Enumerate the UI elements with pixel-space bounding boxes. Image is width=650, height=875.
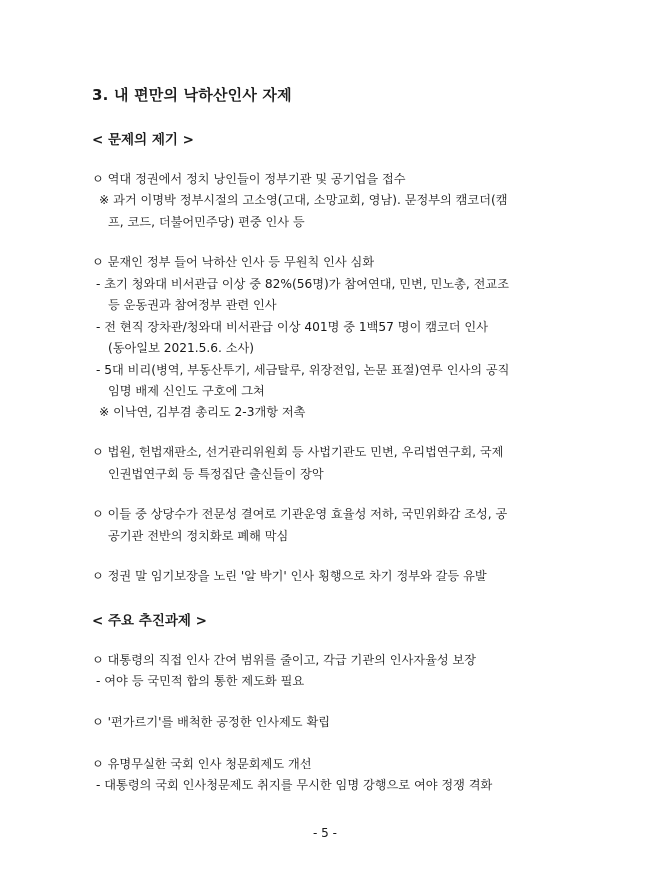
problem-note-cont: 프, 코드, 더불어민주당) 편중 인사 등 <box>108 215 305 229</box>
problem-line: ㅇ 정권 말 임기보장을 노린 '알 박기' 인사 횡행으로 차기 정부와 갈등 유발 <box>92 569 487 583</box>
task-line: ㅇ '편가르기'를 배척한 공정한 인사제도 확립 <box>92 715 330 729</box>
problem-line: ㅇ 역대 정권에서 정치 낭인들이 정부기관 및 공기업을 접수 <box>92 172 406 186</box>
page-number: - 5 - <box>313 826 337 840</box>
problem-subline-cont: (동아일보 2021.5.6. 소사) <box>108 341 255 355</box>
problem-line: ㅇ 문재인 정부 들어 낙하산 인사 등 무원칙 인사 심화 <box>92 255 375 269</box>
problem-line: ㅇ 법원, 헌법재판소, 선거관리위원회 등 사법기관도 민변, 우리법연구회, 국제 <box>92 445 504 459</box>
problem-line-cont: 인권법연구회 등 특정집단 출신들이 장악 <box>108 467 324 481</box>
problem-note: ※ 이낙연, 김부겸 총리도 2-3개항 저촉 <box>99 405 306 419</box>
problem-subline-cont: 임명 배제 신인도 구호에 그쳐 <box>108 384 265 398</box>
task-subline: - 여야 등 국민적 합의 통한 제도화 필요 <box>96 674 305 688</box>
problem-heading: < 문제의 제기 > <box>92 132 194 148</box>
task-line: ㅇ 유명무실한 국회 인사 청문회제도 개선 <box>92 757 312 771</box>
section-title: 3. 내 편만의 낙하산인사 자제 <box>92 86 292 104</box>
problem-subline: - 전 현직 장차관/청와대 비서관급 이상 401명 중 1백57 명이 캠코더 인사 <box>96 320 488 334</box>
problem-subline-cont: 등 운동권과 참여정부 관련 인사 <box>108 298 277 312</box>
task-line: ㅇ 대통령의 직접 인사 간여 범위를 줄이고, 각급 기관의 인사자율성 보장 <box>92 653 477 667</box>
problem-line-cont: 공기관 전반의 정치화로 폐해 막심 <box>108 529 289 543</box>
problem-note: ※ 과거 이명박 정부시절의 고소영(고대, 소망교회, 영남). 문정부의 캠코더(캠 <box>99 193 508 207</box>
problem-subline: - 5대 비리(병역, 부동산투기, 세금탈루, 위장전입, 논문 표절)연루 인사의 공직 <box>96 363 510 377</box>
problem-line: ㅇ 이들 중 상당수가 전문성 결여로 기관운영 효율성 저하, 국민위화감 조성, 공 <box>92 507 508 521</box>
tasks-heading: < 주요 추진과제 > <box>92 613 207 629</box>
task-subline: - 대통령의 국회 인사청문제도 취지를 무시한 임명 강행으로 여야 정쟁 격화 <box>96 778 493 792</box>
problem-subline: - 초기 청와대 비서관급 이상 중 82%(56명)가 참여연대, 민변, 민노총, 전교조 <box>96 277 509 291</box>
